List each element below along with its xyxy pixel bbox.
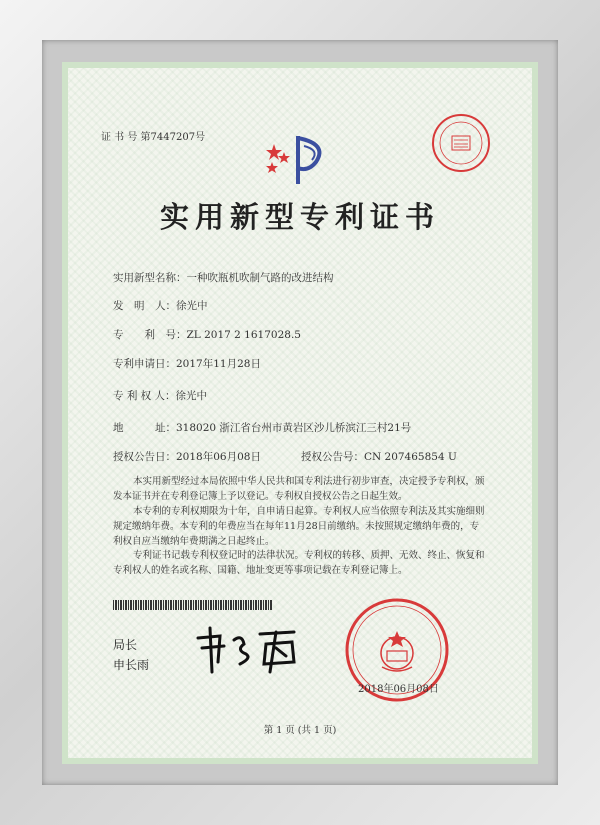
field-value: 2017年11月28日 bbox=[176, 358, 261, 370]
page-number: 第 1 页 (共 1 页) bbox=[263, 725, 337, 736]
paragraph-grant-statement: 本实用新型经过本局依照中华人民共和国专利法进行初步审查，决定授予专利权，颁发本证书并在专利登记簿上予以登记。专利权自授权公告之日起生效。 bbox=[113, 476, 485, 502]
patent-office-small-seal-icon bbox=[430, 112, 492, 174]
field-label: 实用新型名称： bbox=[113, 272, 187, 284]
field-value: 徐光中 bbox=[176, 300, 208, 312]
seal-date: 2018年06月08日 bbox=[358, 684, 439, 695]
barcode bbox=[113, 600, 273, 610]
field-grant-date bbox=[113, 449, 457, 464]
field-label: 地 址： bbox=[113, 422, 176, 434]
field-label: 专利申请日： bbox=[113, 358, 176, 370]
field-value: 徐光中 bbox=[175, 390, 208, 402]
signature-name: 申长雨 bbox=[113, 658, 150, 672]
field-extra-value: CN 207465854 U bbox=[363, 451, 457, 463]
field-label: 专 利 权 人： bbox=[113, 390, 176, 402]
certificate-number: 证 书 号 第7447207号 bbox=[101, 132, 206, 143]
field-value: 一种吹瓶机吹制气路的改进结构 bbox=[186, 272, 334, 284]
cnipa-logo-icon bbox=[262, 130, 342, 190]
field-address bbox=[113, 420, 411, 435]
field-value: 318020 浙江省台州市黄岩区沙儿桥滨江三村21号 bbox=[176, 422, 412, 434]
field-inventor bbox=[113, 298, 208, 313]
field-extra-label: 授权公告号： bbox=[300, 451, 364, 463]
field-label: 专 利 号： bbox=[113, 329, 187, 341]
field-application-date bbox=[113, 356, 261, 371]
field-patent-number bbox=[113, 327, 301, 342]
field-patentee bbox=[113, 388, 207, 403]
handwritten-signature-icon bbox=[190, 620, 310, 680]
paragraph-term-statement: 本专利的专利权期限为十年，自申请日起算。专利权人应当依照专利法及其实施细则规定缴纳年费。本专利的年费应当在每年11月28日前缴纳。未按照规定缴纳年费的，专利权自应当缴纳年费期满之日起终止。 bbox=[113, 506, 485, 547]
field-value: 2018年06月08日 bbox=[176, 451, 261, 463]
field-label: 授权公告日： bbox=[113, 451, 176, 463]
field-label: 发 明 人： bbox=[113, 300, 176, 312]
signature-title: 局长 bbox=[113, 638, 138, 652]
paragraph-legal-status: 专利证书记载专利权登记时的法律状况。专利权的转移、质押、无效、终止、恢复和专利权人的姓名或名称、国籍、地址变更等事项记载在专利登记簿上。 bbox=[113, 550, 485, 576]
field-utility-model-name bbox=[113, 270, 334, 285]
field-value: ZL 2017 2 1617028.5 bbox=[186, 329, 301, 341]
certificate-title: 实用新型专利证书 bbox=[159, 200, 440, 234]
